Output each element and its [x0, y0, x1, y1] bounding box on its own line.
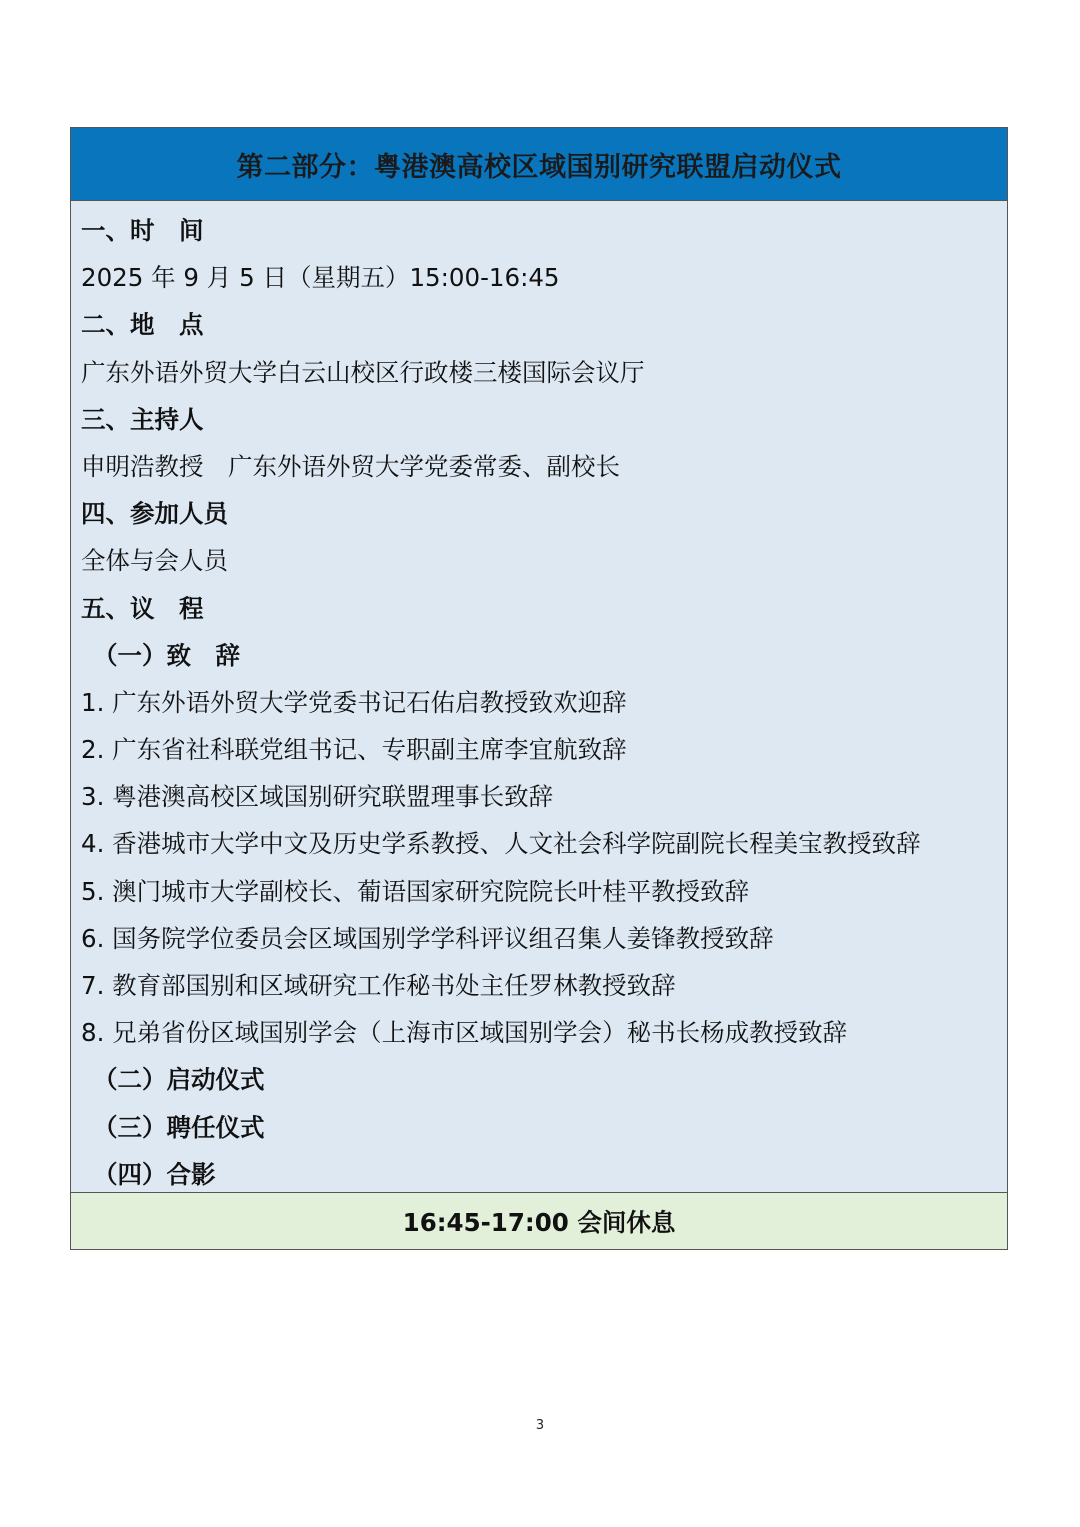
speech-item: 4. 香港城市大学中文及历史学系教授、人文社会科学院副院长程美宝教授致辞 [81, 829, 921, 859]
program-content [71, 201, 1007, 1193]
section-title: 第二部分：粤港澳高校区域国别研究联盟启动仪式 [71, 128, 1007, 201]
program-table [70, 127, 1008, 1250]
location-heading: 二、地 点 [81, 310, 204, 340]
participants-heading: 四、参加人员 [81, 499, 228, 529]
speech-item: 2. 广东省社科联党组书记、专职副主席李宜航致辞 [81, 735, 627, 765]
time-heading: 一、时 间 [81, 216, 204, 245]
page-number: 3 [535, 1418, 545, 1433]
speech-item: 3. 粤港澳高校区域国别研究联盟理事长致辞 [81, 782, 554, 812]
appointment-ceremony-heading: （三）聘任仪式 [93, 1112, 265, 1142]
participants-value: 全体与会人员 [81, 546, 228, 576]
speeches-heading: （一）致 辞 [93, 640, 240, 670]
location-value: 广东外语外贸大学白云山校区行政楼三楼国际会议厅 [81, 357, 645, 387]
speech-item: 8. 兄弟省份区域国别学会（上海市区域国别学会）秘书长杨成教授致辞 [81, 1018, 848, 1048]
launch-ceremony-heading: （二）启动仪式 [93, 1065, 265, 1095]
speech-item: 1. 广东外语外贸大学党委书记石佑启教授致欢迎辞 [81, 687, 627, 717]
speech-item: 7. 教育部国别和区域研究工作秘书处主任罗林教授致辞 [81, 971, 676, 1000]
agenda-heading: 五、议 程 [81, 593, 204, 623]
speech-item: 6. 国务院学位委员会区域国别学学科评议组召集人姜锋教授致辞 [81, 923, 774, 953]
speech-item: 5. 澳门城市大学副校长、葡语国家研究院院长叶桂平教授致辞 [81, 876, 750, 906]
group-photo-heading: （四）合影 [93, 1159, 216, 1189]
host-value: 申明浩教授 广东外语外贸大学党委常委、副校长 [81, 451, 620, 481]
time-value: 2025 年 9 月 5 日（星期五）15:00-16:45 [81, 263, 560, 293]
break-bar: 16:45-17:00 会间休息 [71, 1193, 1007, 1249]
host-heading: 三、主持人 [81, 404, 204, 434]
